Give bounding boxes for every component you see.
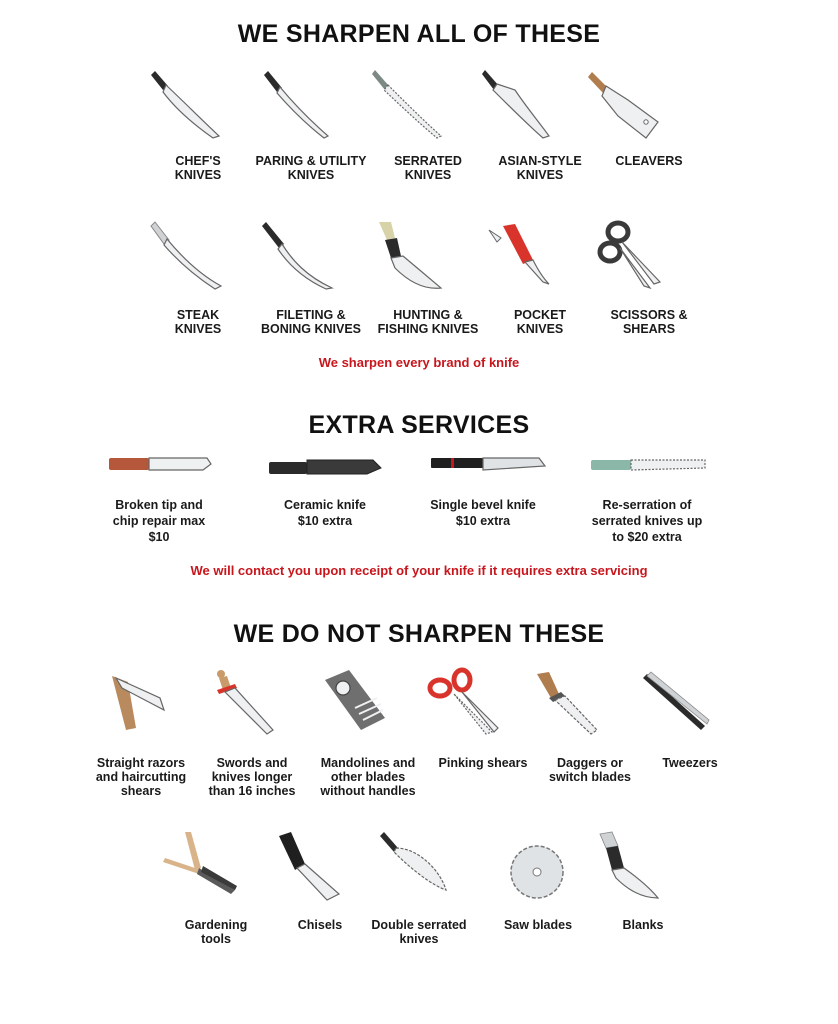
item-label: POCKET KNIVES: [513, 308, 567, 336]
section-title-do-not-sharpen: WE DO NOT SHARPEN THESE: [233, 620, 605, 648]
item-label: SCISSORS & SHEARS: [610, 308, 688, 336]
excluded-label: Mandolines and other blades without handles: [320, 756, 416, 798]
excluded-label: Pinking shears: [438, 756, 528, 770]
excluded-label: Swords and knives longer than 16 inches: [208, 756, 296, 798]
item-label: FILETING & BONING KNIVES: [260, 308, 361, 336]
service-label: Single bevel knife $10 extra: [430, 498, 536, 528]
section-title-sharpen: WE SHARPEN ALL OF THESE: [237, 20, 601, 48]
excluded-label: Double serrated knives: [371, 918, 467, 946]
item-label: CLEAVERS: [615, 154, 683, 168]
broken-tip-knife-icon: [79, 452, 239, 482]
single-bevel-knife-icon: [403, 452, 563, 482]
item-label: SERRATED KNIVES: [394, 154, 462, 182]
service-label: Broken tip and chip repair max $10: [112, 498, 206, 544]
excluded-label: Blanks: [622, 918, 664, 932]
section-title-extra-services: EXTRA SERVICES: [308, 411, 530, 439]
tweezers-icon: [625, 668, 755, 738]
bread-knife-icon: [567, 452, 727, 482]
excluded-label: Tweezers: [662, 756, 718, 770]
item-label: CHEF'S KNIVES: [174, 154, 222, 182]
excluded-label: Straight razors and haircutting shears: [95, 756, 187, 798]
steak-knife-icon: [133, 218, 263, 298]
scissors-icon: [584, 218, 714, 298]
blank-knife-icon: [578, 828, 708, 898]
item-label: HUNTING & FISHING KNIVES: [377, 308, 479, 336]
cleaver-icon: [584, 66, 714, 146]
service-label: Ceramic knife $10 extra: [284, 498, 366, 528]
excluded-label: Gardening tools: [184, 918, 248, 946]
double-serrated-knife-icon: [354, 828, 484, 898]
serrated-knife-icon: [363, 66, 493, 146]
excluded-label: Chisels: [297, 918, 343, 932]
item-label: ASIAN-STYLE KNIVES: [498, 154, 582, 182]
item-label: STEAK KNIVES: [174, 308, 222, 336]
excluded-label: Daggers or switch blades: [549, 756, 631, 784]
excluded-label: Saw blades: [503, 918, 573, 932]
sharpen-note: We sharpen every brand of knife: [318, 355, 520, 370]
sword-icon: [187, 668, 317, 738]
mandoline-icon: [303, 668, 433, 738]
extra-services-note: We will contact you upon receipt of your knife if it requires extra servicing: [190, 563, 648, 578]
fillet-knife-icon: [246, 218, 376, 298]
item-label: PARING & UTILITY KNIVES: [255, 154, 367, 182]
paring-knife-icon: [246, 66, 376, 146]
hunting-knife-icon: [363, 218, 493, 298]
chef-knife-icon: [133, 66, 263, 146]
service-label: Re-serration of serrated knives up to $20 extra: [591, 498, 703, 544]
ceramic-knife-icon: [245, 452, 405, 482]
